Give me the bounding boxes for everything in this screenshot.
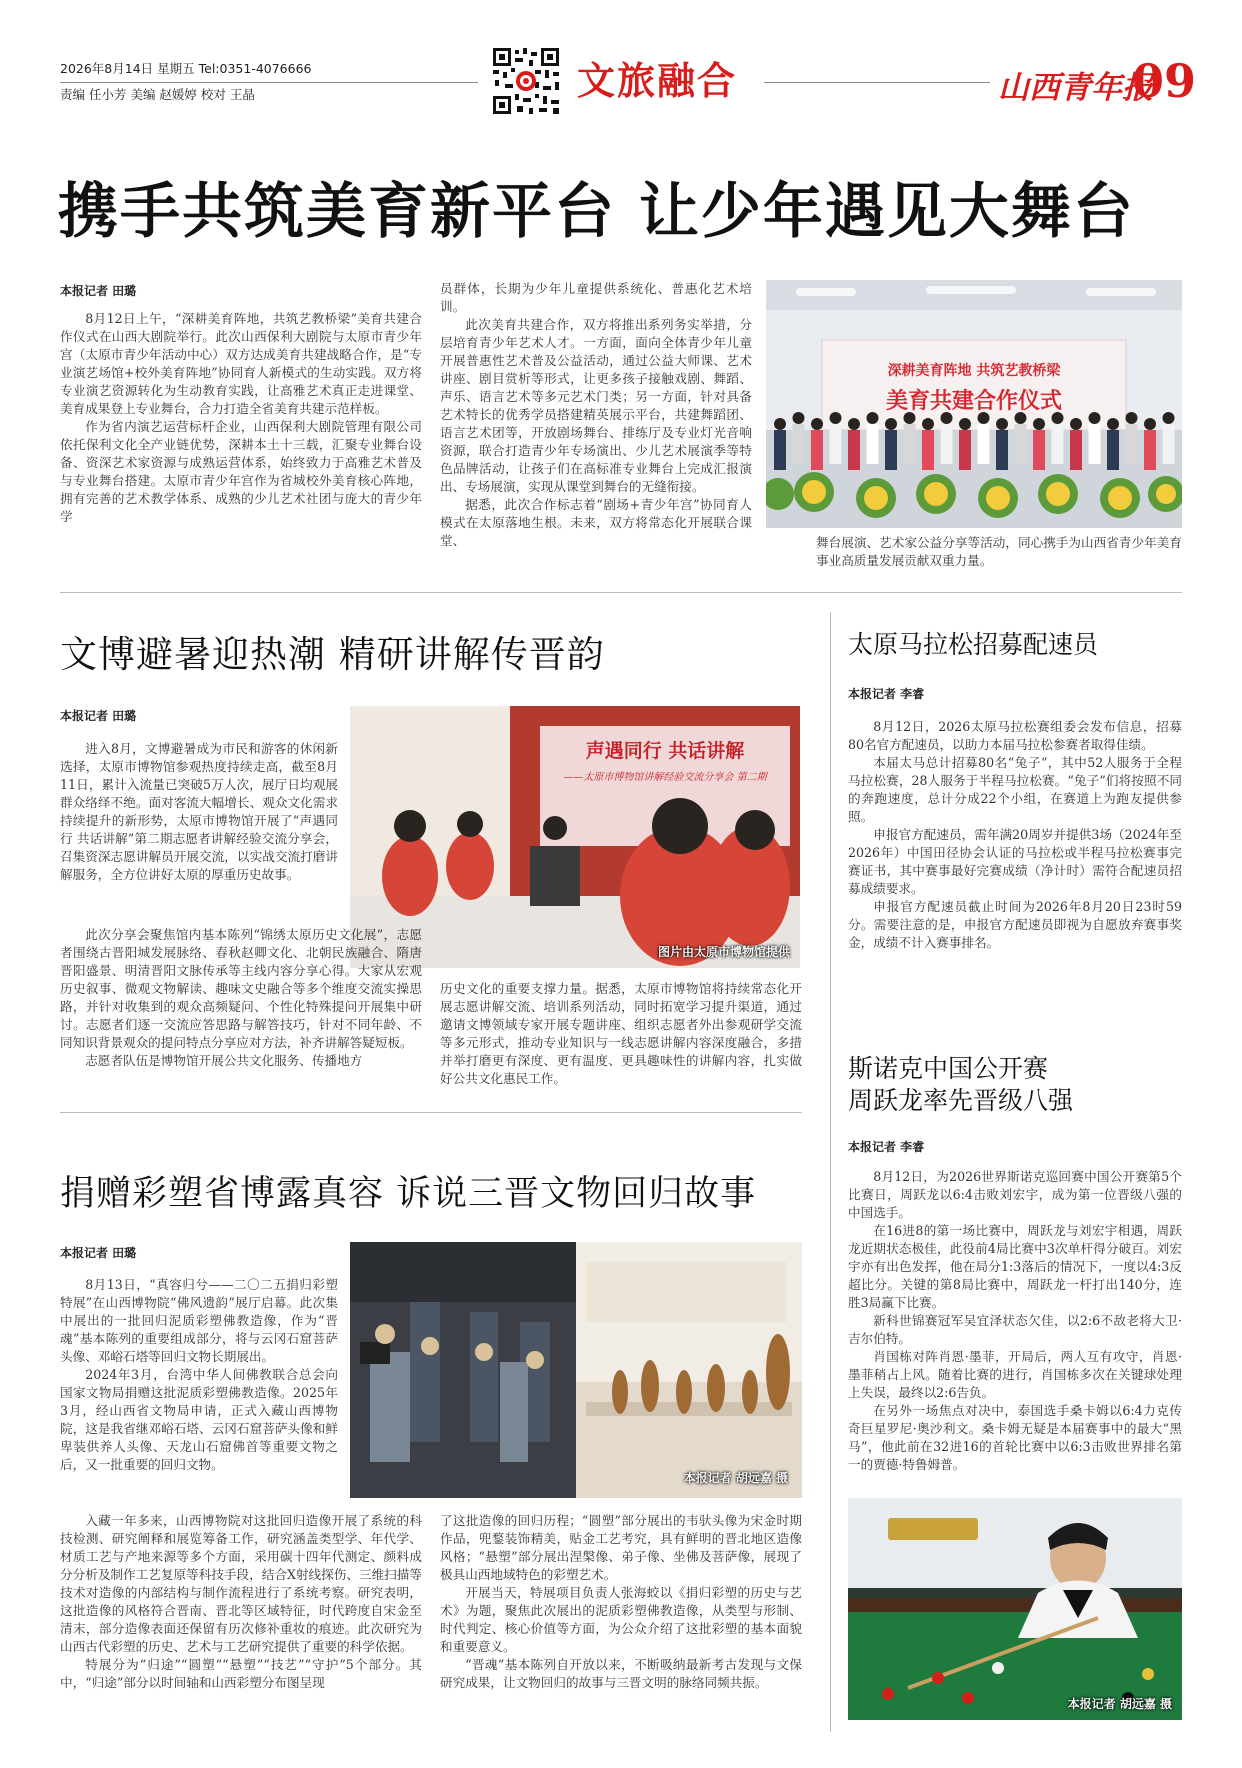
crowd-figure-head [774, 418, 786, 430]
paragraph: 了这批造像的回归历程；“圆塑”部分展出的韦驮头像为宋金时期作品，兜鍪装饰精美，贴金工艺考究，具有鲜明的晋北地区造像风格；“悬塑”部分展出涅槃像、弟子像、坐佛及菩萨像，展现了极具山西地域特色的彩塑艺术。 [440, 1513, 802, 1582]
paragraph: 肖国栋对阵肖恩·墨菲，开局后，两人互有攻守，肖恩·墨菲稍占上风。随着比赛的进行，肖国栋多次在关键球处理上失误，最终以2:6告负。 [848, 1349, 1182, 1400]
paragraph: 在16进8的第一场比赛中，周跃龙与刘宏宇相遇，周跃龙近期状态极佳，此役前4局比赛中3次单杆得分破百。刘宏宇亦有出色发挥，他在局分1:3落后的情况下，一度以4:3反超比分。关键的第8局比赛中，周跃龙一杆打出140分，连胜3局赢下比赛。 [848, 1223, 1182, 1310]
paragraph: 在另外一场焦点对决中，泰国选手桑卡姆以6:4力克传奇巨星罗尼·奥沙利文。桑卡姆无疑是本届赛事中的最大“黑马”，他此前在32进16的首轮比赛中以6:3击败世界排名第一的贾德·特鲁姆普。 [848, 1403, 1182, 1472]
divider [60, 592, 1182, 593]
crowd-figure-head [1144, 418, 1156, 430]
paragraph: 8月13日，“真容归兮——二〇二五捐归彩塑特展”在山西博物院“佛风遗韵”展厅启幕。此次集中展出的一批回归泥质彩塑佛教造像，作为“晋魂”基本陈列的重要组成部分，将与云冈石窟菩萨头像、邓峪石塔等回归文物长期展出。 [60, 1277, 338, 1364]
paragraph: 此次分享会聚焦馆内基本陈列“锦绣太原历史文化展”，志愿者围绕古晋阳城发展脉络、春秋赵卿文化、北朝民族融合、隋唐晋阳盛景、明清晋阳文脉传承等主线内容分享心得。大家从宏观历史叙事、微观文物解读、趣味文史融合等多个维度交流实操思路，并针对收集到的观众高频疑问、个性化特殊提问开展集中研讨。志愿者们逐一交流应答思路与解答技巧，针对不同年龄、不同知识背景观众的提问特点分享应对方法，补齐讲解答疑短板。 [60, 927, 422, 1050]
paragraph: 开展当天，特展项目负责人张海蛟以《捐归彩塑的历史与艺术》为题，聚焦此次展出的泥质彩塑佛教造像，从类型与形制、时代判定、核心价值等方面，为公众介绍了这批彩塑的基本面貌和重要意义。 [440, 1585, 802, 1654]
crowd-figure [996, 430, 1008, 470]
paragraph: 此次美育共建合作，双方将推出系列务实举措，分层培育青少年艺术人才。一方面，面向全体青少年儿童开展普惠性艺术普及公益活动，通过公益大师课、艺术讲座、剧目赏析等形式，让更多孩子接触戏剧、舞蹈、声乐、语言艺术等多元艺术门类；另一方面，针对具备艺术特长的优秀学员搭建精英展示平台，共建舞蹈团、语言艺术团等，开放剧场舞台、排练厅及专业灯光音响资源，联合打造青少年专场演出、少儿艺术展演季等特色品牌活动，让孩子们在高标准专业舞台上完成汇报演出、专场展演，实现从课堂到舞台的无缝衔接。 [440, 317, 752, 494]
crowd-figure [904, 424, 916, 464]
crowd-figure [1163, 424, 1175, 464]
photo-banner-line2: 美育共建合作仪式 [885, 388, 1062, 414]
crowd-figure [1033, 430, 1045, 470]
crowd-figure [1052, 424, 1064, 464]
paragraph: 申报官方配速员，需年满20周岁并提供3场（2024年至2026年）中国田径协会认证的马拉松或半程马拉松赛事完赛证书，其中赛事最好完赛成绩（净计时）需符合配速员招募成绩要求。 [848, 827, 1182, 896]
snooker-headline-1: 斯诺克中国公开赛 [848, 1054, 1049, 1083]
paragraph: 8月12日上午，“深耕美育阵地，共筑艺教桥梁”美育共建合作仪式在山西大剧院举行。此次山西保利大剧院与太原市青少年宫（太原市青少年活动中心）双方达成美育共建战略合作，是“专业演艺场馆+校外美育阵地”协同育人新模式的生动实践。双方将专业演艺资源转化为生动教育实践，让高雅艺术真正走进课堂、美育成果登上专业舞台，合力打造全省美育共建示范样板。 [60, 311, 422, 416]
page-number: 09 [1132, 54, 1197, 108]
paragraph: 8月12日，为2026世界斯诺克巡回赛中国公开赛第5个比赛日，周跃龙以6:4击败刘宏宇，成为第一位晋级八强的中国选手。 [848, 1169, 1182, 1220]
issue-date-line: 2026年8月14日 星期五 Tel:0351-4076666 [60, 61, 312, 76]
slide-subtitle: ——太原市博物馆讲解经验交流分享会 第二期 [563, 772, 767, 783]
lead-byline: 本报记者 田璐 [60, 284, 137, 298]
crowd-figure [959, 430, 971, 470]
crowd-figure-head [848, 418, 860, 430]
sculpture-column-1a [60, 1276, 338, 1474]
slide-title: 声遇同行 共话讲解 [585, 740, 745, 762]
column-divider [830, 612, 831, 1732]
lead-column-2 [440, 280, 752, 550]
editors-line: 责编 任小芳 美编 赵媛婷 校对 王晶 [60, 87, 255, 102]
crowd-figure-head [811, 418, 823, 430]
paragraph: 本届太马总计招募80名“兔子”，其中52人服务于全程马拉松赛，28人服务于半程马拉松赛。“兔子”们将按照不同的奔跑速度，总计分成22个小组，在赛道上为跑友提供参照。 [848, 755, 1182, 824]
paragraph: 新科世锦赛冠军吴宜泽状态欠佳，以2:6不敌老将大卫·吉尔伯特。 [848, 1313, 1182, 1346]
ceremony-photo [766, 280, 1182, 528]
crowd-figure [848, 430, 860, 470]
qr-code-icon [491, 46, 561, 116]
museum-byline: 本报记者 田璐 [60, 709, 137, 723]
paragraph: “晋魂”基本陈列自开放以来，不断吸纳最新考古发现与文保研究成果，让文物回归的故事与三晋文明的脉络同频共振。 [440, 1657, 802, 1690]
paragraph: 特展分为“归途”“圆塑”“悬塑”“技艺”“守护”5个部分。其中，“归途”部分以时间轴和山西彩塑分布图呈现 [60, 1657, 422, 1690]
snooker-byline: 本报记者 李睿 [848, 1140, 925, 1154]
lead-column-3 [816, 534, 1182, 570]
crowd-figure-head [1070, 418, 1082, 430]
museum-column-1a [60, 740, 338, 884]
photo-credit: 图片由太原市博物馆提供 [657, 945, 790, 959]
crowd-figure-head [885, 418, 897, 430]
sculpture-column-1b [60, 1512, 422, 1692]
snooker-photo [848, 1498, 1182, 1720]
crowd-figure-head [922, 418, 934, 430]
masthead-rule-right [764, 82, 990, 83]
snooker-headline-2: 周跃龙率先晋级八强 [848, 1086, 1074, 1115]
marathon-headline: 太原马拉松招募配速员 [848, 630, 1099, 659]
snooker-body [848, 1168, 1182, 1474]
crowd-figure [978, 424, 990, 464]
paragraph: 申报官方配速员截止时间为2026年8月20日23时59分。需要注意的是，申报官方配速员即视为自愿放弃赛事奖金，成绩不计入赛事排名。 [848, 899, 1182, 950]
marathon-byline: 本报记者 李睿 [848, 687, 925, 701]
marathon-body [848, 718, 1182, 952]
photo-banner-line1: 深耕美育阵地 共筑艺教桥梁 [887, 363, 1061, 379]
crowd-figure [885, 430, 897, 470]
crowd-figure-head [959, 418, 971, 430]
crowd-figure [830, 424, 842, 464]
crowd-figure [941, 424, 953, 464]
crowd-figure [922, 430, 934, 470]
divider [60, 1112, 802, 1113]
newspaper-logo: 山西青年报 [998, 70, 1153, 106]
paragraph: 志愿者队伍是博物馆开展公共文化服务、传播地方 [85, 1053, 363, 1068]
paragraph: 员群体，长期为少年儿童提供系统化、普惠化艺术培训。 [440, 281, 752, 314]
paragraph: 入藏一年多来，山西博物院对这批回归造像开展了系统的科技检测、研究阐释和展览筹备工作，研究涵盖类型学、年代学、材质工艺与产地来源等多个方面，采用碳十四年代测定、颜料成分分析及制作工艺复原等科技手段，结合X射线探伤、三维扫描等技术对造像的内部结构与制作流程进行了系统考察。研究表明，这批造像的风格符合晋南、晋北等区域特征，时代跨度自宋金至清末，部分造像表面还保留有历次修补重妆的痕迹。此次研究为山西古代彩塑的历史、艺术与工艺研究提供了重要的科学依据。 [60, 1513, 422, 1654]
crowd-figure [793, 424, 805, 464]
photo-credit: 本报记者 胡远嘉 摄 [683, 1471, 788, 1485]
paragraph: 历史文化的重要支撑力量。据悉，太原市博物馆将持续常态化开展志愿讲解交流、培训系列活动，同时拓宽学习提升渠道，通过邀请文博领域专家开展专题讲座、组织志愿者外出参观研学交流等多元形式，推动专业知识与一线志愿讲解内容深度融合，多措并举打磨更有深度、更有温度、更具趣味性的讲解内容，扎实做好公共文化惠民工作。 [440, 981, 802, 1086]
paragraph: 作为省内演艺运营标杆企业，山西保利大剧院管理有限公司依托保利文化全产业链优势，深耕本土十三载，汇聚专业舞台设备、资深艺术家资源与成熟运营体系，始终致力于高雅艺术普及与专业舞台搭建。太原市青少年宫作为省城校外美育核心阵地，拥有完善的艺术教学体系、成熟的少儿艺术社团与庞大的青少年学 [60, 419, 422, 524]
paragraph: 舞台展演、艺术家公益分享等活动，同心携手为山西省青少年美育事业高质量发展贡献双重力量。 [816, 535, 1182, 568]
sculpture-headline: 捐赠彩塑省博露真容 诉说三晋文物回归故事 [60, 1174, 757, 1214]
crowd-figure [1089, 424, 1101, 464]
sculpture-byline: 本报记者 田璐 [60, 1246, 137, 1260]
lead-column-1 [60, 310, 422, 526]
crowd-figure-head [1107, 418, 1119, 430]
crowd-figure [774, 430, 786, 470]
crowd-figure [1070, 430, 1082, 470]
masthead-rule-left [60, 82, 478, 83]
crowd-figure [811, 430, 823, 470]
museum-column-1b [60, 926, 422, 1070]
crowd-figure [1015, 424, 1027, 464]
section-name: 文旅融合 [577, 58, 738, 103]
paragraph: 据悉，此次合作标志着“剧场+青少年宫”协同育人模式在太原落地生根。未来，双方将常态化开展联合课堂、 [440, 497, 752, 548]
crowd-figure [1126, 424, 1138, 464]
crowd-figure [1107, 430, 1119, 470]
paragraph: 8月12日，2026太原马拉松赛组委会发布信息，招募80名官方配速员，以助力本届马拉松参赛者取得佳绩。 [848, 719, 1182, 752]
crowd-figure-head [996, 418, 1008, 430]
paragraph: 进入8月，文博避暑成为市民和游客的休闲新选择，太原市博物馆参观热度持续走高，截至8月11日，累计入流量已突破5万人次，展厅日均观展群众络绎不绝。面对客流大幅增长、观众文化需求持续提升的新形势，太原市博物馆开展了“声遇同行 共话讲解”第二期志愿者讲解经验交流分享会，召集资深志愿讲解员开展交流，以实战交流打磨讲解服务，全方位讲好太原的厚重历史故事。 [60, 741, 338, 882]
crowd-figure [867, 424, 879, 464]
crowd-figure [1144, 430, 1156, 470]
photo-credit: 本报记者 胡远嘉 摄 [1067, 1697, 1172, 1711]
sculpture-column-2 [440, 1512, 802, 1692]
paragraph: 2024年3月，台湾中华人间佛教联合总会向国家文物局捐赠这批泥质彩塑佛教造像。2025年3月，经山西省文物局申请，正式入藏山西博物院，这是我省继邓峪石塔、云冈石窟菩萨头像和鲜卑装供养人头像、天龙山石窟佛首等重要文物之后，又一批重要的回归文物。 [60, 1367, 338, 1472]
museum-column-2 [440, 980, 802, 1088]
exhibition-photo [350, 1242, 802, 1498]
crowd-figure-head [1033, 418, 1045, 430]
museum-headline: 文博避暑迎热潮 精研讲解传晋韵 [60, 633, 605, 676]
lead-headline: 携手共筑美育新平台 让少年遇见大舞台 [58, 177, 1135, 247]
